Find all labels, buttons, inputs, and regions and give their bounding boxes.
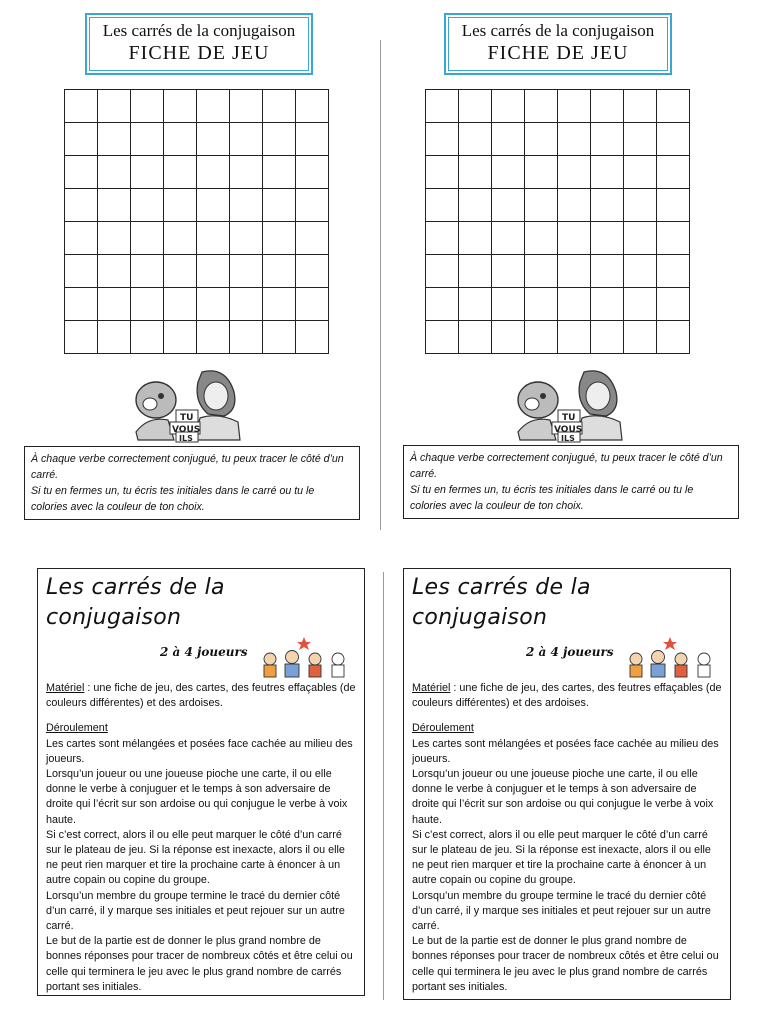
- grid-cell[interactable]: [296, 156, 329, 189]
- grid-cell[interactable]: [558, 255, 591, 288]
- instruction-line-1: À chaque verbe correctement conjugué, tu peux tracer le côté d’un carré.: [31, 453, 344, 481]
- grid-cell[interactable]: [657, 123, 690, 156]
- grid-cell[interactable]: [230, 321, 263, 354]
- rules-paragraph: Les cartes sont mélangées et posées face cachée au milieu des joueurs.: [46, 737, 353, 765]
- grid-cell[interactable]: [426, 222, 459, 255]
- grid-cell[interactable]: [624, 288, 657, 321]
- grid-cell[interactable]: [525, 189, 558, 222]
- grid-cell[interactable]: [558, 288, 591, 321]
- grid-cell[interactable]: [263, 222, 296, 255]
- illus-pronoun-ils-left: ILS: [179, 434, 193, 443]
- grid-cell[interactable]: [492, 222, 525, 255]
- illus-pronoun-tu-left: TU: [180, 413, 194, 423]
- grid-cell[interactable]: [197, 156, 230, 189]
- bottom-divider: [383, 572, 384, 1000]
- grid-cell[interactable]: [131, 189, 164, 222]
- grid-cell[interactable]: [492, 321, 525, 354]
- grid-cell[interactable]: [296, 222, 329, 255]
- rules-paragraph: Lorsqu’un joueur ou une joueuse pioche une carte, il ou elle donne le verbe à conjuguer et le temps à son adversaire de droite qui l’écrit sur son ardoise ou qui conjugue le verbe à voix haute.: [412, 768, 714, 826]
- grid-cell[interactable]: [164, 222, 197, 255]
- grid-cell[interactable]: [131, 156, 164, 189]
- grid-cell[interactable]: [624, 156, 657, 189]
- materiel-paragraph: [412, 681, 722, 711]
- grid-cell[interactable]: [164, 288, 197, 321]
- materiel-text: : une fiche de jeu, des cartes, des feutres effaçables (de couleurs différentes) et des ardoises.: [412, 682, 722, 710]
- grid-row: [426, 321, 690, 354]
- grid-cell[interactable]: [657, 321, 690, 354]
- grid-cell[interactable]: [459, 90, 492, 123]
- grid-cell[interactable]: [230, 123, 263, 156]
- grid-cell[interactable]: [558, 123, 591, 156]
- grid-cell[interactable]: [230, 156, 263, 189]
- rules-paragraph: Lorsqu’un joueur ou une joueuse pioche une carte, il ou elle donne le verbe à conjuguer et le temps à son adversaire de droite qui l’écrit sur son ardoise ou qui conjugue le verbe à voix haute.: [46, 768, 348, 826]
- illus-pronoun-ils-right: ILS: [561, 434, 575, 443]
- grid-cell[interactable]: [131, 321, 164, 354]
- grid-cell[interactable]: [492, 90, 525, 123]
- players-count: 2 à 4 joueurs: [160, 645, 248, 659]
- grid-cell[interactable]: [624, 90, 657, 123]
- sheet-title-box-left: [85, 13, 313, 75]
- grid-row: [426, 288, 690, 321]
- rules-paragraph: Lorsqu’un membre du groupe termine le tracé du dernier côté d’un carré, il y marque ses initiales et peut rejouer sur un autre carré.: [46, 889, 345, 933]
- instruction-line-1: À chaque verbe correctement conjugué, tu peux tracer le côté d’un carré.: [410, 452, 723, 480]
- grid-cell[interactable]: [98, 90, 131, 123]
- grid-cell[interactable]: [492, 123, 525, 156]
- grid-cell[interactable]: [263, 189, 296, 222]
- grid-cell[interactable]: [591, 189, 624, 222]
- grid-cell[interactable]: [164, 156, 197, 189]
- grid-cell[interactable]: [98, 321, 131, 354]
- grid-cell[interactable]: [296, 189, 329, 222]
- sheet-title-left: Les carrés de la conjugaison: [102, 21, 296, 40]
- grid-cell[interactable]: [263, 90, 296, 123]
- grid-cell[interactable]: [492, 189, 525, 222]
- instruction-line-2: Si tu en fermes un, tu écris tes initiales dans le carré ou tu le colories avec la couleur de ton choix.: [410, 484, 694, 512]
- kids-pronoun-illustration-right: [510, 366, 630, 444]
- grid-row: [65, 255, 329, 288]
- rules-paragraph: Les cartes sont mélangées et posées face cachée au milieu des joueurs.: [412, 737, 719, 765]
- grid-cell[interactable]: [459, 288, 492, 321]
- grid-cell[interactable]: [624, 123, 657, 156]
- materiel-label: Matériel: [46, 682, 85, 694]
- grid-cell[interactable]: [263, 255, 296, 288]
- grid-cell[interactable]: [558, 90, 591, 123]
- grid-cell[interactable]: [624, 222, 657, 255]
- rules-paragraph: Le but de la partie est de donner le plus grand nombre de bonnes réponses pour tracer de nombreux côtés et être celui ou celle qui terminera le jeu avec le plus grand nombre de carrés portant ses initiales.: [412, 935, 719, 993]
- illus-pronoun-tu-right: TU: [562, 413, 576, 423]
- grid-cell[interactable]: [624, 189, 657, 222]
- grid-cell[interactable]: [558, 189, 591, 222]
- instruction-line-2: Si tu en fermes un, tu écris tes initiales dans le carré ou tu le colories avec la couleur de ton choix.: [31, 485, 315, 513]
- kids-pronoun-illustration-left: [128, 366, 248, 444]
- grid-cell[interactable]: [624, 321, 657, 354]
- grid-row: [65, 321, 329, 354]
- grid-row: [65, 90, 329, 123]
- grid-cell[interactable]: [426, 288, 459, 321]
- sheet-title-right: Les carrés de la conjugaison: [461, 21, 655, 40]
- grid-row: [65, 288, 329, 321]
- grid-cell[interactable]: [230, 90, 263, 123]
- top-divider: [380, 40, 381, 530]
- grid-cell[interactable]: [657, 255, 690, 288]
- grid-cell[interactable]: [263, 123, 296, 156]
- instructions-box-left: [24, 446, 360, 520]
- grid-cell[interactable]: [525, 255, 558, 288]
- materiel-paragraph: [46, 681, 356, 711]
- grid-cell[interactable]: [591, 255, 624, 288]
- grid-cell[interactable]: [98, 123, 131, 156]
- grid-cell[interactable]: [591, 156, 624, 189]
- grid-row: [426, 156, 690, 189]
- grid-cell[interactable]: [197, 123, 230, 156]
- grid-cell[interactable]: [164, 255, 197, 288]
- grid-cell[interactable]: [230, 255, 263, 288]
- grid-cell[interactable]: [558, 321, 591, 354]
- grid-cell[interactable]: [164, 123, 197, 156]
- grid-row: [426, 90, 690, 123]
- rules-paragraph: Lorsqu’un membre du groupe termine le tracé du dernier côté d’un carré, il y marque ses initiales et peut rejouer sur un autre carré.: [412, 889, 711, 933]
- grid-cell[interactable]: [197, 189, 230, 222]
- grid-cell[interactable]: [296, 288, 329, 321]
- kids-group-icon: [260, 635, 352, 681]
- grid-cell[interactable]: [98, 288, 131, 321]
- grid-cell[interactable]: [657, 222, 690, 255]
- grid-cell[interactable]: [65, 123, 98, 156]
- grid-cell[interactable]: [525, 222, 558, 255]
- grid-cell[interactable]: [197, 321, 230, 354]
- grid-cell[interactable]: [558, 222, 591, 255]
- grid-cell[interactable]: [591, 123, 624, 156]
- grid-cell[interactable]: [657, 288, 690, 321]
- grid-cell[interactable]: [263, 156, 296, 189]
- rules-paragraph: Le but de la partie est de donner le plus grand nombre de bonnes réponses pour tracer de nombreux côtés et être celui ou celle qui terminera le jeu avec le plus grand nombre de carrés portant ses initiales.: [46, 935, 353, 993]
- grid-cell[interactable]: [197, 222, 230, 255]
- grid-cell[interactable]: [164, 189, 197, 222]
- instructions-box-right: [403, 445, 739, 519]
- game-grid-left[interactable]: [64, 89, 329, 354]
- grid-cell[interactable]: [426, 255, 459, 288]
- grid-cell[interactable]: [459, 321, 492, 354]
- grid-cell[interactable]: [296, 255, 329, 288]
- grid-cell[interactable]: [131, 90, 164, 123]
- sheet-title-box-right: [444, 13, 672, 75]
- grid-cell[interactable]: [65, 156, 98, 189]
- game-grid-right[interactable]: [425, 89, 690, 354]
- grid-cell[interactable]: [426, 156, 459, 189]
- grid-cell[interactable]: [98, 156, 131, 189]
- grid-cell[interactable]: [197, 288, 230, 321]
- grid-cell[interactable]: [131, 222, 164, 255]
- grid-cell[interactable]: [492, 156, 525, 189]
- grid-cell[interactable]: [65, 222, 98, 255]
- grid-cell[interactable]: [197, 90, 230, 123]
- illus-pronoun-vous-left: VOUS: [172, 425, 201, 435]
- materiel-label: Matériel: [412, 682, 451, 694]
- grid-cell[interactable]: [65, 90, 98, 123]
- grid-cell[interactable]: [65, 288, 98, 321]
- grid-cell[interactable]: [197, 255, 230, 288]
- grid-cell[interactable]: [525, 288, 558, 321]
- grid-row: [65, 123, 329, 156]
- grid-cell[interactable]: [296, 90, 329, 123]
- grid-cell[interactable]: [657, 156, 690, 189]
- grid-cell[interactable]: [65, 255, 98, 288]
- grid-cell[interactable]: [164, 321, 197, 354]
- players-count: 2 à 4 joueurs: [526, 645, 614, 659]
- grid-cell[interactable]: [131, 288, 164, 321]
- grid-cell[interactable]: [230, 288, 263, 321]
- grid-cell[interactable]: [426, 321, 459, 354]
- grid-cell[interactable]: [525, 321, 558, 354]
- grid-cell[interactable]: [657, 90, 690, 123]
- deroulement-heading: Déroulement: [46, 722, 108, 735]
- grid-cell[interactable]: [591, 288, 624, 321]
- grid-cell[interactable]: [230, 189, 263, 222]
- grid-row: [426, 123, 690, 156]
- rules-card-right: [403, 568, 731, 1000]
- grid-cell[interactable]: [459, 189, 492, 222]
- sheet-subtitle-left: FICHE DE JEU: [128, 42, 270, 64]
- grid-cell[interactable]: [426, 189, 459, 222]
- grid-cell[interactable]: [591, 321, 624, 354]
- grid-cell[interactable]: [657, 189, 690, 222]
- grid-cell[interactable]: [459, 222, 492, 255]
- grid-row: [65, 222, 329, 255]
- grid-cell[interactable]: [426, 90, 459, 123]
- grid-cell[interactable]: [131, 255, 164, 288]
- grid-cell[interactable]: [263, 321, 296, 354]
- grid-cell[interactable]: [624, 255, 657, 288]
- rules-title: Les carrés de la conjugaison: [412, 575, 591, 630]
- grid-cell[interactable]: [591, 90, 624, 123]
- grid-row: [65, 156, 329, 189]
- grid-cell[interactable]: [459, 255, 492, 288]
- grid-cell[interactable]: [65, 189, 98, 222]
- grid-cell[interactable]: [98, 255, 131, 288]
- grid-cell[interactable]: [263, 288, 296, 321]
- grid-cell[interactable]: [296, 123, 329, 156]
- grid-cell[interactable]: [492, 288, 525, 321]
- materiel-text: : une fiche de jeu, des cartes, des feutres effaçables (de couleurs différentes) et des ardoises.: [46, 682, 356, 710]
- grid-cell[interactable]: [525, 156, 558, 189]
- grid-cell[interactable]: [164, 90, 197, 123]
- grid-cell[interactable]: [492, 255, 525, 288]
- illus-pronoun-vous-right: VOUS: [554, 425, 583, 435]
- grid-cell[interactable]: [525, 123, 558, 156]
- grid-row: [426, 189, 690, 222]
- deroulement-heading: Déroulement: [412, 722, 474, 735]
- grid-row: [426, 222, 690, 255]
- kids-group-icon: [626, 635, 718, 681]
- grid-row: [65, 189, 329, 222]
- grid-cell[interactable]: [230, 222, 263, 255]
- grid-cell[interactable]: [459, 123, 492, 156]
- grid-cell[interactable]: [98, 222, 131, 255]
- grid-cell[interactable]: [65, 321, 98, 354]
- rules-paragraph: Si c’est correct, alors il ou elle peut marquer le côté d’un carré sur le plateau de jeu. Si la réponse est inexacte, alors il ou elle ne peut rien marquer et tire la prochaine carte à énoncer à un autre copain ou copine du groupe.: [46, 828, 345, 887]
- grid-row: [426, 255, 690, 288]
- grid-cell[interactable]: [98, 189, 131, 222]
- grid-cell[interactable]: [459, 156, 492, 189]
- sheet-subtitle-right: FICHE DE JEU: [487, 42, 629, 64]
- grid-cell[interactable]: [591, 222, 624, 255]
- rules-paragraph: Si c’est correct, alors il ou elle peut marquer le côté d’un carré sur le plateau de jeu. Si la réponse est inexacte, alors il ou elle ne peut rien marquer et tire la prochaine carte à énoncer à un autre copain ou copine du groupe.: [412, 828, 711, 887]
- rules-title: Les carrés de la conjugaison: [46, 575, 225, 630]
- grid-cell[interactable]: [131, 123, 164, 156]
- rules-card-left: [37, 568, 365, 996]
- grid-cell[interactable]: [525, 90, 558, 123]
- grid-cell[interactable]: [296, 321, 329, 354]
- grid-cell[interactable]: [558, 156, 591, 189]
- grid-cell[interactable]: [426, 123, 459, 156]
